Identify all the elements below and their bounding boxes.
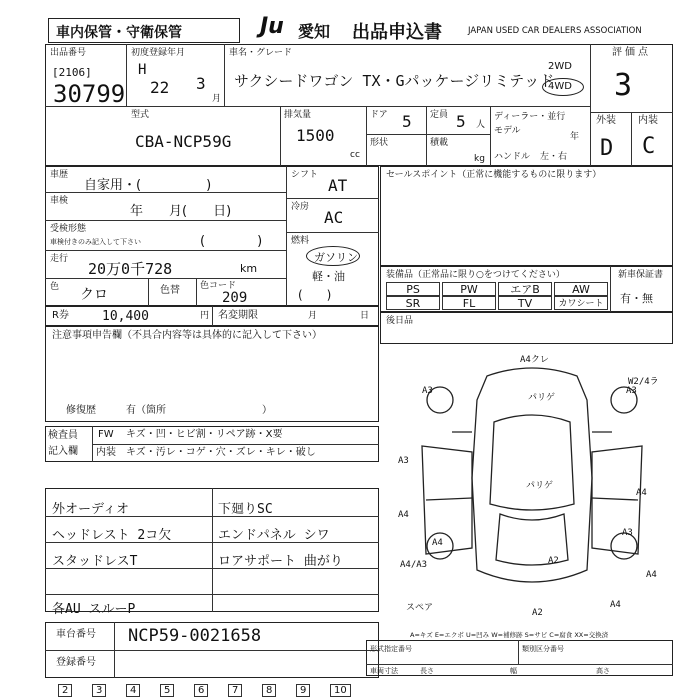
scheduled-note: 車検付きのみ記入して下さい bbox=[50, 238, 141, 246]
equipment-item: TV bbox=[498, 296, 552, 310]
damage-mark: A3 bbox=[398, 456, 409, 466]
damage-mark: W2/4ラ bbox=[628, 377, 659, 387]
form-width: 幅 bbox=[510, 667, 517, 675]
handle-label: ハンドル bbox=[494, 152, 531, 162]
equipment-item: PW bbox=[442, 282, 496, 296]
use-value: 自家用・( ) bbox=[84, 178, 212, 193]
recycle-label: R券 bbox=[52, 310, 69, 321]
chassis-number: NCP59-0021658 bbox=[128, 626, 262, 646]
model-label: 型式 bbox=[131, 110, 150, 120]
damage-mark: A3 bbox=[626, 386, 637, 396]
drive-2wd: 2WD bbox=[548, 61, 572, 72]
load-label: 積載 bbox=[430, 138, 449, 148]
shape-label: 形状 bbox=[370, 138, 389, 148]
shift-label: シフト bbox=[291, 170, 319, 180]
damage-mark: A4 bbox=[432, 538, 443, 548]
month-unit: 月 bbox=[212, 94, 222, 104]
remark-right-1: 下廻りSC bbox=[218, 502, 273, 517]
damage-mark: A2 bbox=[532, 608, 543, 618]
damage-mark: A3 bbox=[422, 386, 433, 396]
reg-label: 初度登録年月 bbox=[131, 48, 186, 58]
damage-mark: A3 bbox=[622, 528, 633, 538]
fw-label: FW bbox=[98, 429, 114, 440]
inspector-label: 検査員 bbox=[48, 430, 78, 441]
damage-legend: A=キズ E=エクボ U=凹み W=補修跡 S=サビ C=腐食 XX=交換済 bbox=[410, 631, 609, 639]
remark-left-2: ヘッドレスト 2コ欠 bbox=[52, 528, 172, 543]
color-label: 色 bbox=[50, 282, 60, 292]
footer-number: 9 bbox=[296, 684, 310, 697]
shift-value: AT bbox=[328, 176, 348, 195]
kg-unit: kg bbox=[474, 154, 485, 164]
capacity-label: 定員 bbox=[430, 110, 449, 120]
form-class-label: 類別区分番号 bbox=[522, 645, 564, 653]
inspection-value: 年 月( 日) bbox=[130, 204, 232, 219]
model-year-label: モデル bbox=[494, 126, 521, 136]
fw-items: キズ・凹・ヒビ割・リペア跡・X要 bbox=[126, 429, 283, 440]
scheduled-parens: ( ) bbox=[200, 234, 263, 249]
footer-number: 3 bbox=[92, 684, 106, 697]
fuel-label: 燃料 bbox=[291, 236, 310, 246]
car-name: サクシードワゴン TX・Gパッケージリミテッド bbox=[234, 72, 555, 90]
dealer-label: ディーラー・並行 bbox=[494, 112, 566, 122]
footer-number: 4 bbox=[126, 684, 140, 697]
org-english: JAPAN USED CAR DEALERS ASSOCIATION bbox=[468, 26, 642, 36]
damage-mark: A4 bbox=[398, 510, 409, 520]
rating-value: 3 bbox=[614, 68, 633, 103]
selling-points-label: セールスポイント（正常に機能するものに限ります） bbox=[386, 170, 602, 180]
footer-number: 5 bbox=[160, 684, 174, 697]
mileage-label: 走行 bbox=[50, 254, 69, 264]
damage-mark: A4 bbox=[636, 488, 647, 498]
form-height: 高さ bbox=[596, 667, 610, 675]
damage-mark: A4 bbox=[610, 600, 621, 610]
fuel-gas: ガソリン bbox=[314, 251, 358, 264]
transfer-day: 日 bbox=[360, 311, 370, 321]
int-label: 内装 bbox=[638, 115, 658, 126]
doors: 5 bbox=[402, 112, 412, 131]
ac-value: AC bbox=[324, 208, 344, 227]
int-items: キズ・汚レ・コゲ・穴・ズレ・キレ・破し bbox=[126, 447, 316, 458]
footer-number: 2 bbox=[58, 684, 72, 697]
footer-number: 8 bbox=[262, 684, 276, 697]
remark-left-1: 外オーディオ bbox=[52, 502, 129, 517]
repair-close: ） bbox=[262, 405, 272, 416]
remark-right-2: エンドパネル シワ bbox=[218, 528, 330, 543]
fuel-diesel: 軽・油 bbox=[312, 270, 345, 283]
form-block bbox=[366, 640, 673, 676]
storage-text: 車内保管・守衛保管 bbox=[56, 25, 182, 41]
equipment-label: 装備品（正常品に限り○をつけてください） bbox=[386, 270, 565, 280]
displacement-label: 排気量 bbox=[284, 110, 312, 120]
ju-logo: Ju bbox=[260, 14, 284, 39]
equipment-item: AW bbox=[554, 282, 608, 296]
person-unit: 人 bbox=[476, 120, 486, 130]
rear-block bbox=[380, 312, 673, 344]
remark-left-4: 各AU スルーP bbox=[52, 602, 136, 617]
equipment-item: FL bbox=[442, 296, 496, 310]
fuel-parens: ( ) bbox=[298, 288, 332, 302]
transfer-label: 名変期限 bbox=[218, 310, 258, 321]
rear-label: 後日品 bbox=[386, 316, 414, 326]
equipment-item: エアB bbox=[498, 282, 552, 296]
form-type-label: 形式指定番号 bbox=[370, 645, 412, 653]
equipment-item: SR bbox=[386, 296, 440, 310]
lot-number: 30799 bbox=[53, 80, 126, 108]
use-label: 車歴 bbox=[50, 170, 69, 180]
transfer-month: 月 bbox=[308, 311, 318, 321]
color-code-label: 色コード bbox=[200, 281, 237, 291]
scheduled-label: 受検形態 bbox=[50, 224, 87, 234]
equipment-item: PS bbox=[386, 282, 440, 296]
form-length: 長さ bbox=[420, 667, 434, 675]
org-name: 愛知 bbox=[298, 22, 331, 41]
reg-month: 3 bbox=[196, 74, 206, 93]
damage-mark: A4/A3 bbox=[400, 560, 428, 570]
lot-code: [2106] bbox=[52, 66, 92, 79]
damage-mark: パリゲ bbox=[528, 393, 555, 403]
int-insp-label: 内装 bbox=[96, 447, 116, 458]
color-code: 209 bbox=[222, 290, 248, 306]
inspector-label2: 記入欄 bbox=[48, 446, 78, 457]
footer-number: 7 bbox=[228, 684, 242, 697]
ext-label: 外装 bbox=[596, 115, 616, 126]
reg-era: H bbox=[138, 62, 147, 78]
capacity: 5 bbox=[456, 112, 466, 131]
km-unit: km bbox=[240, 262, 258, 275]
drive-4wd: 4WD bbox=[548, 81, 572, 92]
ac-label: 冷房 bbox=[291, 202, 310, 212]
lot-label: 出品番号 bbox=[50, 48, 87, 58]
chassis-label: 車台番号 bbox=[56, 629, 96, 640]
repaint-label: 色替 bbox=[160, 285, 180, 296]
doc-title: 出品申込書 bbox=[352, 22, 442, 43]
warranty-label: 新車保証書 bbox=[618, 270, 664, 280]
displacement: 1500 bbox=[296, 126, 335, 145]
inspection-label: 車検 bbox=[50, 196, 69, 206]
yen-unit: 円 bbox=[200, 311, 210, 321]
damage-mark: A2 bbox=[548, 556, 559, 566]
damage-mark: A4 bbox=[646, 570, 657, 580]
equipment-item: カワシート bbox=[554, 296, 608, 310]
ext-grade: D bbox=[600, 136, 614, 161]
rating-label: 評価点 bbox=[612, 47, 651, 58]
cc-unit: cc bbox=[350, 150, 360, 160]
footer-number: 10 bbox=[330, 684, 351, 697]
name-label: 車名・グレード bbox=[229, 48, 293, 58]
model-code: CBA-NCP59G bbox=[135, 132, 232, 151]
damage-mark: スペア bbox=[406, 603, 434, 613]
repair-label: 修復歴 bbox=[66, 405, 96, 416]
notes-label: 注意事項申告欄（不具合内容等は具体的に記入して下さい） bbox=[52, 330, 322, 341]
color-value: クロ bbox=[80, 287, 108, 303]
recycle-amount: 10,400 bbox=[102, 309, 149, 324]
form-size-label: 車両寸法 bbox=[370, 667, 398, 675]
warranty-options: 有・無 bbox=[620, 292, 653, 305]
int-grade: C bbox=[642, 134, 656, 159]
year-unit: 年 bbox=[570, 132, 580, 142]
reg-year: 22 bbox=[150, 78, 170, 97]
doors-label: ドア bbox=[370, 110, 388, 120]
repair-value: 有（箇所 bbox=[126, 405, 166, 416]
selling-points-block bbox=[380, 166, 673, 266]
handle-options: 左・右 bbox=[540, 152, 568, 162]
remark-right-3: ロアサポート 曲がり bbox=[218, 554, 343, 569]
damage-mark: A4クレ bbox=[520, 355, 549, 365]
damage-mark: パリゲ bbox=[526, 481, 553, 491]
reg-number-label: 登録番号 bbox=[56, 657, 96, 668]
remark-left-3: スタッドレスT bbox=[52, 554, 138, 569]
footer-number: 6 bbox=[194, 684, 208, 697]
mileage-value: 20万0千728 bbox=[88, 260, 173, 278]
